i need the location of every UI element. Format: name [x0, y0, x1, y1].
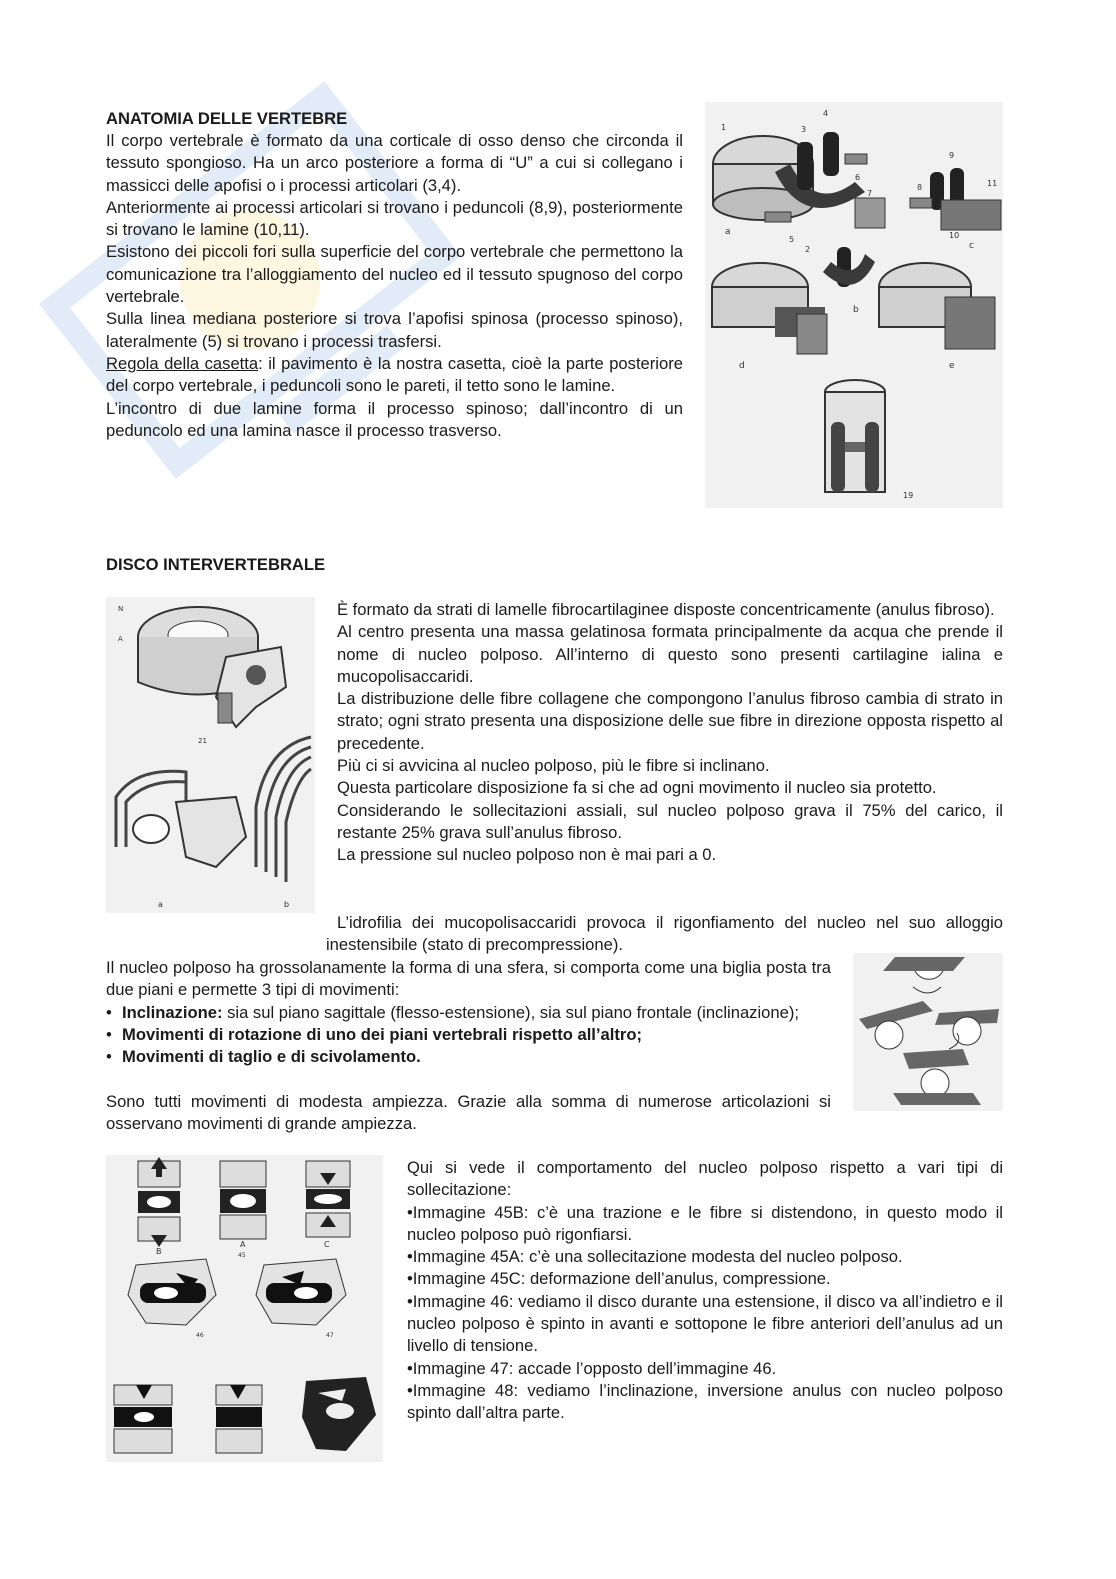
paragraph: Esistono dei piccoli fori sulla superficie del corpo vertebrale che permettono la comunicazione tra l’alloggiamento del nucleo ed il tessuto spugnoso del corpo vertebrale. — [106, 242, 683, 307]
label: 21 — [198, 737, 207, 745]
label: 4 — [823, 109, 829, 118]
label: 1 — [721, 123, 727, 132]
label: 10 — [949, 231, 960, 240]
label: 11 — [987, 179, 998, 188]
section2-text-idrofilia — [326, 912, 1003, 957]
label: 9 — [949, 151, 955, 160]
paragraph: L’idrofilia dei mucopolisaccaridi provoca il rigonfiamento del nucleo nel suo alloggio inestensibile (stato di precompressione). — [326, 913, 1003, 955]
paragraph: L’incontro di due lamine forma il processo spinoso; dall’incontro di un peduncolo ed una lamina nasce il processo trasverso. — [106, 398, 683, 440]
paragraph: Il corpo vertebrale è formato da una corticale di osso denso che circonda il tessuto spongioso. Ha un arco posteriore a forma di “U” a cui si collegano i massicci delle apofisi o i processi articolari (3,4). — [106, 131, 683, 195]
label: b — [853, 305, 859, 315]
rule-label: Regola della casetta — [106, 353, 259, 373]
paragraph: La pressione sul nucleo polposo non è mai pari a 0. — [337, 845, 717, 865]
rule-text: : il pavimento è la nostra casetta, cioè la parte posteriore del corpo vertebrale, i peduncoli sono le pareti, il tetto sono le lamine. — [106, 353, 683, 396]
list-item: •Immagine 47: accade l’opposto dell’immagine 46. — [407, 1358, 777, 1378]
label: N — [118, 605, 124, 613]
section2-outro — [106, 1091, 831, 1136]
section2-movements — [106, 957, 831, 1068]
paragraph: Al centro presenta una massa gelatinosa formata principalmente da acqua che prende il nome di nucleo polposo. All’interno di questo sono presenti cartilagine ialina e mucopolisaccaridi. — [337, 622, 1003, 686]
list-item: • Movimenti di rotazione di uno dei piani vertebrali rispetto all’altro; — [106, 1024, 831, 1046]
list-item: •Immagine 46: vediamo il disco durante una estensione, il disco va all’indietro e il nucleo polposo è spinto in avanti e sottopone le fibre anteriori dell’anulus ad un livello di tensione. — [407, 1291, 1003, 1356]
list-item: •Immagine 48: vediamo l’inclinazione, inversione anulus con nucleo polposo spinto dall’altra parte. — [407, 1380, 1003, 1423]
figure-ball-planes — [853, 953, 1003, 1111]
label: a — [725, 227, 731, 237]
label: d — [739, 361, 745, 371]
paragraph: Anteriormente ai processi articolari si trovano i peduncoli (8,9), posteriormente si trovano le lamine (10,11). — [106, 197, 683, 240]
label: a — [158, 900, 163, 909]
label: 46 — [196, 1332, 204, 1339]
list-item: •Immagine 45C: deformazione dell’anulus, compressione. — [407, 1269, 831, 1289]
paragraph: È formato da strati di lamelle fibrocartilaginee disposte concentricamente (anulus fibroso). — [337, 600, 995, 619]
list-item: •Immagine 45B: c’è una trazione e le fibre si distendono, in questo modo il nucleo polposo può rigonfiarsi. — [407, 1202, 1003, 1244]
list-item: • Movimenti di taglio e di scivolamento. — [106, 1046, 831, 1068]
label: c — [969, 241, 974, 251]
paragraph: La distribuzione delle fibre collagene che compongono l’anulus fibroso cambia di strato in strato; ogni strato presenta una disposizione delle sue fibre in direzione opposta rispetto al precedente. — [337, 689, 1003, 753]
figure-vertebra-anatomy — [705, 102, 1003, 508]
section1-text — [106, 130, 683, 442]
label: B — [156, 1247, 162, 1256]
section-title-anatomia: ANATOMIA DELLE VERTEBRE — [106, 109, 348, 128]
label: 19 — [903, 491, 914, 500]
label: A — [240, 1240, 246, 1249]
paragraph: Sulla linea mediana posteriore si trova l’apofisi spinosa (processo spinoso), lateralmente (5) si trovano i processi trasfersi. — [106, 309, 683, 351]
paragraph: Questa particolare disposizione fa si che ad ogni movimento il nucleo sia protetto. — [337, 778, 937, 798]
section2-text-right — [337, 599, 1003, 867]
paragraph: Più ci si avvicina al nucleo polposo, più le fibre si inclinano. — [337, 756, 770, 776]
label: 7 — [867, 189, 873, 198]
list-item: •Immagine 45A: c’è una sollecitazione modesta del nucleo polposo. — [407, 1247, 903, 1267]
label: 3 — [801, 125, 807, 134]
figure-disc-fibers — [106, 597, 315, 913]
label: 47 — [326, 1332, 334, 1339]
label: b — [284, 900, 290, 909]
label: C — [324, 1240, 330, 1249]
label: 45 — [238, 1252, 246, 1259]
paragraph: Qui si vede il comportamento del nucleo polposo rispetto a vari tipi di sollecitazione: — [407, 1158, 1003, 1200]
movement-list — [106, 1002, 831, 1069]
label: 5 — [789, 235, 795, 244]
figure-nucleus-stress — [106, 1155, 383, 1462]
paragraph: Considerando le sollecitazioni assiali, sul nucleo polposo grava il 75% del carico, il restante 25% grava sull’anulus fibroso. — [337, 800, 1003, 842]
section3-text — [407, 1157, 1003, 1425]
label: 2 — [805, 245, 811, 254]
label: A — [118, 635, 123, 643]
paragraph: Il nucleo polposo ha grossolanamente la forma di una sfera, si comporta come una biglia posta tra due piani e permette 3 tipi di movimenti: — [106, 958, 831, 1000]
label: 6 — [855, 173, 861, 182]
list-item: • Inclinazione: sia sul piano sagittale (flesso-estensione), sia sul piano frontale (inclinazione); — [106, 1002, 831, 1024]
label: 8 — [917, 183, 923, 192]
paragraph-rule — [106, 353, 683, 398]
label: e — [949, 361, 955, 371]
paragraph: Sono tutti movimenti di modesta ampiezza. Grazie alla somma di numerose articolazioni si osservano movimenti di grande ampiezza. — [106, 1092, 831, 1134]
section-title-disco: DISCO INTERVERTEBRALE — [106, 555, 326, 574]
